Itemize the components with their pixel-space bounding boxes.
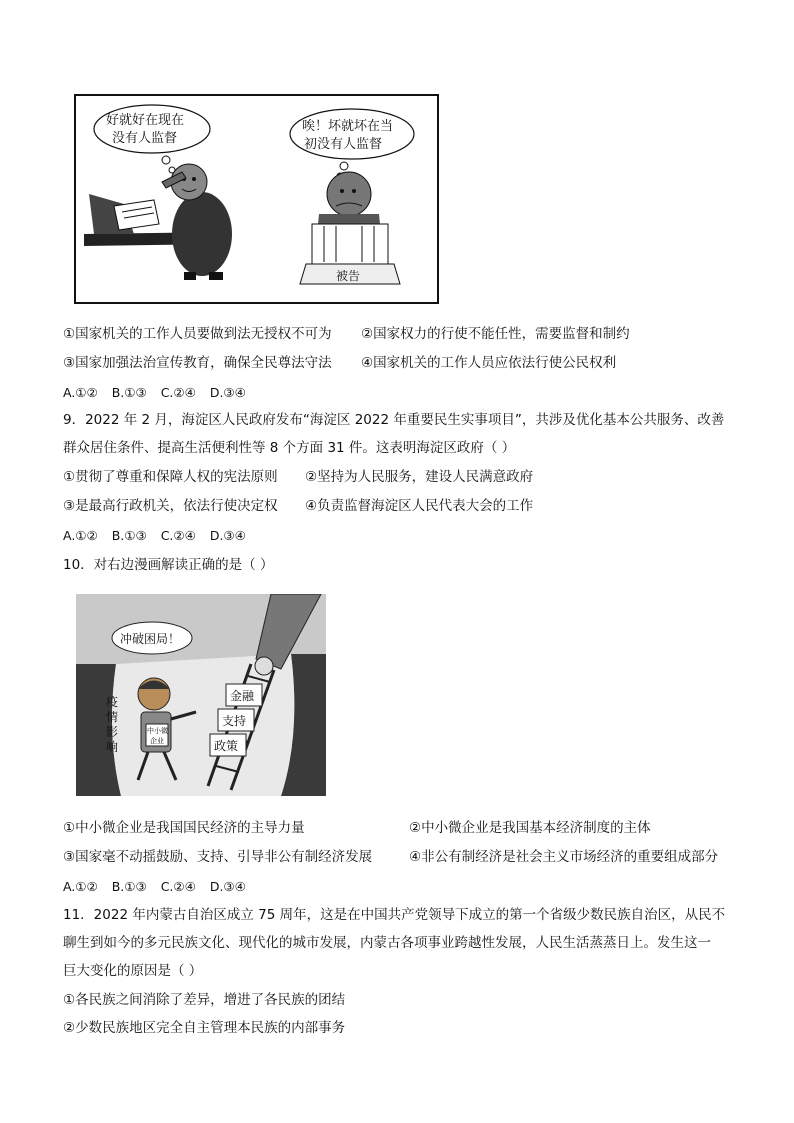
- q10-option-1: ①中小微企业是我国国民经济的主导力量: [63, 820, 305, 836]
- q10-option-4: ④非公有制经济是社会主义市场经济的重要组成部分: [409, 849, 719, 865]
- q10-options-row1: [63, 819, 651, 837]
- ladder-label-3: 政策: [214, 739, 239, 753]
- q11-option-1: ①各民族之间消除了差异，增进了各民族的团结: [63, 992, 346, 1008]
- cartoon-sme-support-drawing: [76, 594, 326, 796]
- side-label-3: 影: [106, 725, 119, 739]
- q8-option-2: ②国家权力的行使不能任性，需要监督和制约: [361, 326, 630, 342]
- shirt-label-line1: 中小微: [147, 727, 168, 735]
- q8-option-4: ④国家机关的工作人员应依法行使公民权利: [361, 355, 617, 371]
- q8-option-3: ③国家加强法治宣传教育，确保全民尊法守法: [63, 355, 332, 371]
- q10-answer-d: D.③④: [209, 879, 246, 894]
- q8-answer-a: A.①②: [63, 385, 98, 400]
- q10-option-3: ③国家毫不动摇鼓励、支持、引导非公有制经济发展: [63, 849, 373, 865]
- q9-options-row1: [63, 468, 533, 486]
- q10-answers: [63, 878, 260, 896]
- q9-option-1: ①贯彻了尊重和保障人权的宪法原则: [63, 469, 278, 485]
- ladder-label-2: 支持: [222, 714, 247, 728]
- q8-answer-d: D.③④: [209, 385, 246, 400]
- q10-stem: 10．对右边漫画解读正确的是（ ）: [63, 557, 274, 573]
- q9-option-4: ④负责监督海淀区人民代表大会的工作: [305, 498, 534, 514]
- q9-answer-d: D.③④: [209, 528, 246, 543]
- ladder-label-1: 金融: [230, 689, 255, 703]
- q9-stem-line1: 9．2022 年 2 月，海淀区人民政府发布“海淀区 2022 年重要民生实事项目”，共涉及优化基本公共服务、改善: [63, 412, 725, 428]
- q10-option-2: ②中小微企业是我国基本经济制度的主体: [409, 820, 651, 836]
- cartoon-supervision-drawing: [74, 94, 439, 304]
- cartoon-sme-support: [76, 594, 326, 796]
- side-label-1: 疫: [106, 695, 119, 709]
- q8-options-row2: [63, 354, 616, 372]
- q8-answers: [63, 384, 260, 402]
- sme-bubble-text: 冲破困局！: [120, 632, 181, 646]
- q10-answer-c: C.②④: [160, 879, 196, 894]
- shirt-label-line2: 企业: [150, 737, 164, 745]
- bubble-left-line2: 没有人监督: [112, 131, 178, 146]
- q11-stem-line2: 聊生到如今的多元民族文化、现代化的城市发展，内蒙古各项事业跨越性发展，人民生活蒸蒸日上。发生这一: [63, 935, 711, 951]
- q9-answer-c: C.②④: [160, 528, 196, 543]
- q10-options-row2: [63, 848, 718, 866]
- q9-options-row2: [63, 497, 533, 515]
- q9-option-2: ②坚持为人民服务，建设人民满意政府: [305, 469, 534, 485]
- q9-answer-a: A.①②: [63, 528, 98, 543]
- bubble-right-line2: 初没有人监督: [304, 137, 383, 152]
- q11-stem-line1: 11．2022 年内蒙古自治区成立 75 周年，这是在中国共产党领导下成立的第一个省级少数民族自治区，从民不: [63, 907, 726, 923]
- q8-answer-b: B.①③: [111, 385, 147, 400]
- q11-option-2: ②少数民族地区完全自主管理本民族的内部事务: [63, 1020, 346, 1036]
- cartoon-supervision: [74, 94, 439, 304]
- bubble-left-line1: 好就好在现在: [106, 113, 185, 128]
- q8-options-row1: [63, 325, 630, 343]
- side-label-2: 情: [106, 710, 119, 724]
- q11-stem-line3: 巨大变化的原因是（ ）: [63, 963, 203, 979]
- q10-answer-b: B.①③: [111, 879, 147, 894]
- q10-answer-a: A.①②: [63, 879, 98, 894]
- side-label-4: 响: [106, 740, 119, 754]
- bubble-right-line1: 唉！坏就坏在当: [302, 119, 394, 134]
- defendant-stand-label: 被告: [336, 269, 361, 283]
- q9-stem-line2: 群众居住条件、提高生活便利性等 8 个方面 31 件。这表明海淀区政府（ ）: [63, 440, 516, 456]
- q9-answer-b: B.①③: [111, 528, 147, 543]
- q8-answer-c: C.②④: [160, 385, 196, 400]
- q9-option-3: ③是最高行政机关，依法行使决定权: [63, 498, 278, 514]
- q8-option-1: ①国家机关的工作人员要做到法无授权不可为: [63, 326, 332, 342]
- q9-answers: [63, 527, 260, 545]
